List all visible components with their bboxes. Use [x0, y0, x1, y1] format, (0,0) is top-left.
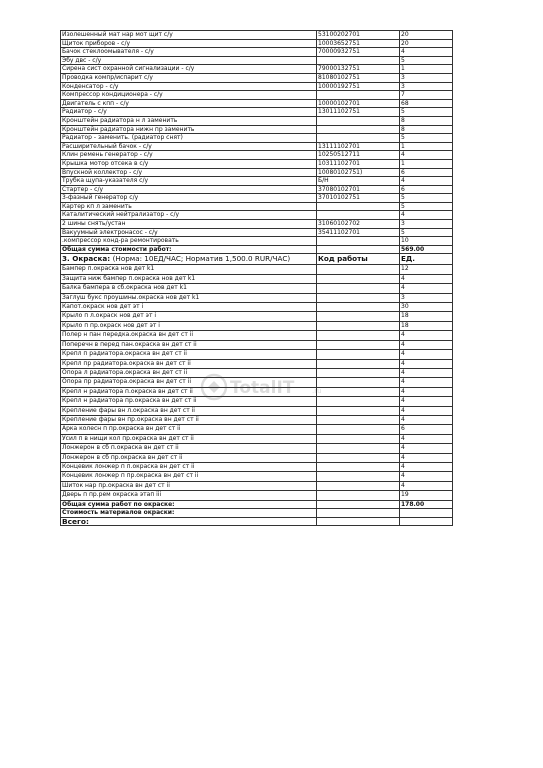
item-code [317, 397, 400, 406]
item-name: Радиатор - с/у [61, 108, 317, 117]
item-qty: 20 [400, 39, 453, 48]
item-code [317, 274, 400, 283]
parts-row [61, 168, 453, 177]
section3-header-row [61, 254, 453, 265]
item-name: Щиток приборов - с/у [61, 39, 317, 48]
item-code: 10311102701 [317, 159, 400, 168]
paint-row [61, 340, 453, 349]
item-code [317, 434, 400, 443]
item-code [317, 56, 400, 65]
item-name: Кронштейн радиатора нижн пр заменить [61, 125, 317, 134]
parts-row [61, 202, 453, 211]
paint-row [61, 472, 453, 481]
item-code [317, 134, 400, 143]
section3-unit-header: ЕД. [400, 254, 453, 265]
parts-total-row [61, 245, 453, 254]
item-code [317, 91, 400, 100]
item-qty: 5 [400, 56, 453, 65]
item-code [317, 462, 400, 471]
item-qty: 4 [400, 462, 453, 471]
item-qty: 8 [400, 125, 453, 134]
item-qty: 4 [400, 284, 453, 293]
item-qty: 5 [400, 228, 453, 237]
parts-row [61, 48, 453, 57]
item-qty: 30 [400, 303, 453, 312]
parts-row [61, 116, 453, 125]
item-name: Капот.окраск нов дет эт i [61, 303, 317, 312]
item-name: Крыло п л.окраск нов дет эт i [61, 312, 317, 321]
item-code [317, 293, 400, 302]
parts-total-value: 569.00 [400, 245, 453, 254]
item-name: Кронштейн радиатора н л заменить [61, 116, 317, 125]
item-name: Крыло п пр.окраск нов дет эт i [61, 321, 317, 330]
item-name: 2 шины снять/устан [61, 220, 317, 229]
parts-row [61, 125, 453, 134]
item-name: Бампер п.окраска нов дет k1 [61, 265, 317, 274]
item-name: Концевик лонжер п п.окраска вн дет ст ii [61, 462, 317, 471]
paint-row [61, 491, 453, 500]
item-qty: 20 [400, 31, 453, 40]
parts-row [61, 82, 453, 91]
parts-row [61, 65, 453, 74]
item-qty: 1 [400, 65, 453, 74]
paint-row [61, 303, 453, 312]
section3-title: 3. Окраска: [62, 254, 111, 264]
item-qty: 6 [400, 425, 453, 434]
item-qty: 19 [400, 491, 453, 500]
item-name: Опора л радиатора.окраска вн дет ст ii [61, 368, 317, 377]
item-code [317, 321, 400, 330]
item-code [317, 116, 400, 125]
parts-row [61, 237, 453, 246]
item-code [317, 406, 400, 415]
item-code: 81080102751 [317, 73, 400, 82]
parts-total-spacer [317, 245, 400, 254]
paint-body [61, 265, 453, 500]
item-code [317, 303, 400, 312]
item-name: Проводка компр/испарит с/у [61, 73, 317, 82]
item-code [317, 211, 400, 220]
paint-row [61, 453, 453, 462]
item-qty: 6 [400, 168, 453, 177]
item-qty: 3 [400, 220, 453, 229]
item-code [317, 312, 400, 321]
item-code: 13011102751 [317, 108, 400, 117]
item-name: Изолешенный мат нар мот щит с/у [61, 31, 317, 40]
item-qty: 4 [400, 274, 453, 283]
parts-row [61, 159, 453, 168]
item-code: Б/Н [317, 177, 400, 186]
item-name: Крепл н радиатора пр.окраска вн дет ст ii [61, 397, 317, 406]
item-code [317, 453, 400, 462]
paint-row [61, 312, 453, 321]
item-name: Бачок стеклоомывателя - с/у [61, 48, 317, 57]
item-qty: 1 [400, 142, 453, 151]
paint-row [61, 368, 453, 377]
item-name: Крепление фары вн пр.окраска вн дет ст ii [61, 415, 317, 424]
item-qty: 5 [400, 108, 453, 117]
parts-row [61, 228, 453, 237]
item-qty: 4 [400, 387, 453, 396]
item-code [317, 444, 400, 453]
item-code: 10000102701 [317, 99, 400, 108]
item-code: 10003652751 [317, 39, 400, 48]
item-name: 3-фазный генератор с/у [61, 194, 317, 203]
paint-total-spacer [317, 500, 400, 509]
parts-row [61, 134, 453, 143]
paint-total-row [61, 500, 453, 509]
section3-title-cell [61, 254, 317, 265]
item-qty: 4 [400, 434, 453, 443]
item-name: Арка колесн п пр.окраска вн дет ст ii [61, 425, 317, 434]
item-code [317, 237, 400, 246]
parts-row [61, 151, 453, 160]
item-qty: 5 [400, 134, 453, 143]
item-name: Лонжерон в сб пр.окраска вн дет ст ii [61, 453, 317, 462]
item-code [317, 265, 400, 274]
paint-row [61, 274, 453, 283]
item-name: Балка бампера в сб.окраска нов дет k1 [61, 284, 317, 293]
parts-row [61, 73, 453, 82]
item-code [317, 284, 400, 293]
paint-row [61, 406, 453, 415]
grand-total-spacer [317, 517, 400, 526]
item-code [317, 340, 400, 349]
item-qty: 18 [400, 312, 453, 321]
paint-row [61, 331, 453, 340]
parts-row [61, 39, 453, 48]
parts-body [61, 31, 453, 246]
item-name: Усил п в нищи кол пр.окраска вн дет ст ii [61, 434, 317, 443]
item-qty: 4 [400, 453, 453, 462]
item-qty: 4 [400, 340, 453, 349]
parts-row [61, 177, 453, 186]
paint-row [61, 462, 453, 471]
item-qty: 18 [400, 321, 453, 330]
item-code [317, 350, 400, 359]
item-qty: 5 [400, 194, 453, 203]
item-qty: 4 [400, 211, 453, 220]
item-name: Вакуумный электронасос - с/у [61, 228, 317, 237]
grand-total-value [400, 517, 453, 526]
item-name: Крышка мотор отсека в с/у [61, 159, 317, 168]
parts-row [61, 91, 453, 100]
paint-row [61, 434, 453, 443]
item-name: Концевик лонжер п пр.окраска вн дет ст ii [61, 472, 317, 481]
item-code: 53100202701 [317, 31, 400, 40]
item-qty: 4 [400, 472, 453, 481]
paint-row [61, 293, 453, 302]
paint-row [61, 425, 453, 434]
item-name: Шиток нар пр.окраска вн дет ст ii [61, 481, 317, 490]
item-name: Двигатель с кпп - с/у [61, 99, 317, 108]
item-code: 10250512711 [317, 151, 400, 160]
item-name: Заглуш букс проушины.окраска нов дет k1 [61, 293, 317, 302]
item-code [317, 331, 400, 340]
item-code: 13111102701 [317, 142, 400, 151]
item-qty: 4 [400, 415, 453, 424]
paint-row [61, 415, 453, 424]
item-code: 37010102751 [317, 194, 400, 203]
parts-total-label: Общая сумма стоимости работ: [61, 245, 317, 254]
parts-row [61, 99, 453, 108]
parts-row [61, 56, 453, 65]
item-name: Крепление фары вн л.окраска вн дет ст ii [61, 406, 317, 415]
item-name: .компрессор конд-ра ремонтировать [61, 237, 317, 246]
item-name: Конденсатор - с/у [61, 82, 317, 91]
parts-table [60, 30, 453, 526]
item-code: 10080102751) [317, 168, 400, 177]
parts-row [61, 220, 453, 229]
paint-row [61, 481, 453, 490]
item-code [317, 125, 400, 134]
item-qty: 7 [400, 91, 453, 100]
item-code: 79000132751 [317, 65, 400, 74]
item-name: Крепл п радиатора.окраска вн дет ст ii [61, 350, 317, 359]
item-name: Трубка щупа-указателя с/у [61, 177, 317, 186]
item-qty: 8 [400, 116, 453, 125]
item-code: 37080102701 [317, 185, 400, 194]
item-code [317, 425, 400, 434]
paint-materials-row [61, 509, 453, 518]
item-qty: 4 [400, 397, 453, 406]
paint-materials-value [400, 509, 453, 518]
item-name: Полер н пан передка.окраска вн дет ст ii [61, 331, 317, 340]
item-name: Картер кп л заменить [61, 202, 317, 211]
item-qty: 4 [400, 331, 453, 340]
item-code [317, 378, 400, 387]
paint-row [61, 444, 453, 453]
item-name: Каталитический нейтрализатор - с/у [61, 211, 317, 220]
section3-code-header: Код работы [317, 254, 400, 265]
paint-total-value: 178.00 [400, 500, 453, 509]
item-qty: 4 [400, 151, 453, 160]
watermark-suffix: .ru [312, 387, 322, 395]
paint-row [61, 265, 453, 274]
item-name: Впускной коллектор - с/у [61, 168, 317, 177]
item-name: Радиатор - заменить. (радиатор снят) [61, 134, 317, 143]
parts-row [61, 185, 453, 194]
item-qty: 5 [400, 202, 453, 211]
paint-materials-spacer [317, 509, 400, 518]
item-qty: 4 [400, 48, 453, 57]
item-name: Крепл н радиатора п.окраска вн дет ст ii [61, 387, 317, 396]
item-qty: 6 [400, 185, 453, 194]
item-code [317, 472, 400, 481]
paint-row [61, 378, 453, 387]
item-name: Компрессор кондиционера - с/у [61, 91, 317, 100]
item-qty: 1 [400, 159, 453, 168]
paint-row [61, 397, 453, 406]
item-qty: 4 [400, 368, 453, 377]
paint-row [61, 359, 453, 368]
item-code [317, 387, 400, 396]
paint-row [61, 350, 453, 359]
item-code [317, 202, 400, 211]
item-name: Лонжерон в сб п.окраска вн дет ст ii [61, 444, 317, 453]
item-code [317, 368, 400, 377]
item-code [317, 481, 400, 490]
item-qty: 4 [400, 177, 453, 186]
grand-total-row [61, 517, 453, 526]
parts-row [61, 31, 453, 40]
item-name: Крепл пр радиатора.окраска вн дет ст ii [61, 359, 317, 368]
paint-row [61, 284, 453, 293]
item-code [317, 359, 400, 368]
item-code: 31060102702 [317, 220, 400, 229]
item-code: 35411102701 [317, 228, 400, 237]
item-name: Поперечн в перед пан.окраска вн дет ст ii [61, 340, 317, 349]
watermark-brand: TotalIT [230, 378, 295, 398]
item-qty: 4 [400, 378, 453, 387]
paint-row [61, 321, 453, 330]
document-sheet [60, 30, 443, 526]
parts-row [61, 108, 453, 117]
item-qty: 4 [400, 406, 453, 415]
item-code: 70000932751 [317, 48, 400, 57]
item-name: Дверь п пр.рем окраска этап iii [61, 491, 317, 500]
item-qty: 4 [400, 481, 453, 490]
item-qty: 10 [400, 237, 453, 246]
item-qty: 3 [400, 293, 453, 302]
item-name: Стартер - с/у [61, 185, 317, 194]
item-code [317, 491, 400, 500]
item-name: Клин ремень генератор - с/у [61, 151, 317, 160]
item-name: Сирена сист охранной сигнализации - с/у [61, 65, 317, 74]
item-name: Опора пр радиатора.окраска вн дет ст ii [61, 378, 317, 387]
section3-norm: (Норма: 10ЕД/ЧАС; Норматив 1,500.0 RUR/ЧАС) [112, 254, 291, 264]
item-qty: 3 [400, 82, 453, 91]
item-qty: 4 [400, 444, 453, 453]
item-name: Расширительный бачок - с/у [61, 142, 317, 151]
item-qty: 4 [400, 350, 453, 359]
grand-total-label: Всего: [61, 517, 317, 526]
item-name: Эбу двс - с/у [61, 56, 317, 65]
paint-row [61, 387, 453, 396]
item-code: 10000192751 [317, 82, 400, 91]
item-qty: 12 [400, 265, 453, 274]
paint-total-label: Общая сумма работ по окраске: [61, 500, 317, 509]
item-qty: 4 [400, 359, 453, 368]
parts-row [61, 194, 453, 203]
item-name: Защита ниж бампер п.окраска нов дет k1 [61, 274, 317, 283]
paint-materials-label: Стоимость материалов окраски: [61, 509, 317, 518]
item-code [317, 415, 400, 424]
parts-row [61, 211, 453, 220]
parts-row [61, 142, 453, 151]
item-qty: 3 [400, 73, 453, 82]
item-qty: 68 [400, 99, 453, 108]
